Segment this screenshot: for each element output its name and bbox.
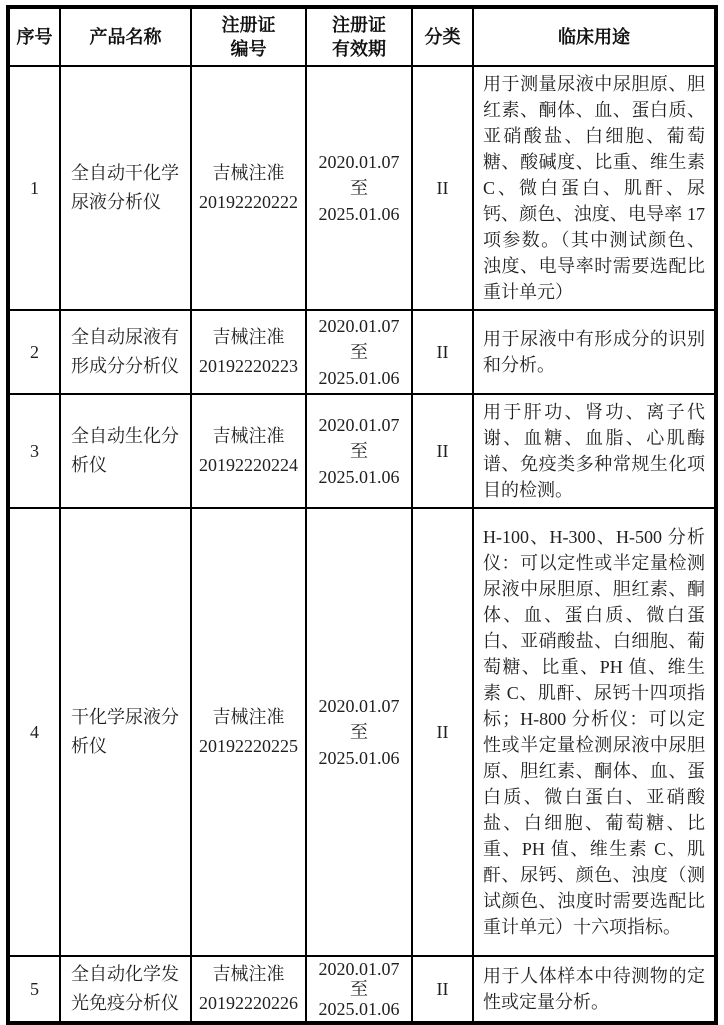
header-category-label: 分类: [424, 27, 461, 47]
header-validity-line2: 有效期: [332, 39, 386, 59]
row1-cert-digits: 20192220222: [199, 192, 298, 212]
header-cert: [191, 7, 306, 66]
row5-category: II: [412, 956, 473, 1023]
row5-cert-number: [191, 956, 306, 1023]
row1-cert-prefix: 吉械注准: [212, 163, 285, 183]
row2-cert-number: [191, 310, 306, 394]
table-row: [8, 310, 716, 394]
row2-valid-conj: 至: [350, 342, 368, 362]
row3-cert-number: [191, 394, 306, 508]
row2-cert-prefix: 吉械注准: [212, 327, 285, 347]
row3-validity: [306, 394, 412, 508]
header-clinical-label: 临床用途: [558, 27, 630, 47]
row4-product-name: 干化学尿液分析仪: [60, 508, 191, 956]
row5-cert-prefix: 吉械注准: [212, 964, 285, 984]
row4-valid-conj: 至: [350, 722, 368, 742]
row1-cert-number: [191, 66, 306, 310]
row4-cert-digits: 20192220225: [199, 736, 298, 756]
row5-clinical-use: 用于人体样本中待测物的定性或定量分析。: [473, 956, 716, 1023]
row1-valid-conj: 至: [350, 178, 368, 198]
header-cert-line2: 编号: [230, 39, 267, 59]
row3-seq: 3: [8, 394, 60, 508]
row2-category: II: [412, 310, 473, 394]
row3-product-name: 全自动生化分析仪: [60, 394, 191, 508]
table-row: [8, 394, 716, 508]
table-row: [8, 508, 716, 956]
row3-cert-digits: 20192220224: [199, 455, 298, 475]
row2-seq: 2: [8, 310, 60, 394]
header-seq-label: 序号: [16, 27, 53, 47]
row3-cert-prefix: 吉械注准: [212, 426, 285, 446]
header-product: [60, 7, 191, 66]
row4-cert-number: [191, 508, 306, 956]
row2-clinical-use: 用于尿液中有形成分的识别和分析。: [473, 310, 716, 394]
row4-category: II: [412, 508, 473, 956]
row5-validity: [306, 956, 412, 1023]
product-registration-table: [6, 5, 718, 1025]
header-clinical: [473, 7, 716, 66]
row5-cert-digits: 20192220226: [199, 993, 298, 1013]
row4-valid-from: 2020.01.07: [318, 696, 400, 716]
row1-seq: 1: [8, 66, 60, 310]
row3-valid-conj: 至: [350, 441, 368, 461]
header-category: [412, 7, 473, 66]
document-page: [6, 5, 718, 1025]
table-row: [8, 956, 716, 1023]
row3-clinical-use: 用于肝功、肾功、离子代谢、血糖、血脂、心肌酶谱、免疫类多种常规生化项目的检测。: [473, 394, 716, 508]
header-seq: [8, 7, 60, 66]
row4-validity: [306, 508, 412, 956]
header-validity-line1: 注册证: [332, 15, 386, 35]
row1-valid-from: 2020.01.07: [318, 152, 400, 172]
header-validity: [306, 7, 412, 66]
row2-cert-digits: 20192220223: [199, 356, 298, 376]
row5-product-name: 全自动化学发光免疫分析仪: [60, 956, 191, 1023]
row1-category: II: [412, 66, 473, 310]
row1-valid-to: 2025.01.06: [318, 204, 400, 224]
header-product-label: 产品名称: [89, 27, 162, 47]
row2-validity: [306, 310, 412, 394]
row3-category: II: [412, 394, 473, 508]
row5-valid-conj: 至: [350, 979, 368, 999]
row1-clinical-use: 用于测量尿液中尿胆原、胆红素、酮体、血、蛋白质、亚硝酸盐、白细胞、葡萄糖、酸碱度、比重、维生素 C、微白蛋白、肌酐、尿钙、颜色、浊度、电导率 17 项参数。（其中测试颜色、浊度、电导率时需要选配比重计单元）: [473, 66, 716, 310]
row2-valid-from: 2020.01.07: [318, 316, 400, 336]
row2-product-name: 全自动尿液有形成分分析仪: [60, 310, 191, 394]
header-cert-line1: 注册证: [221, 15, 276, 35]
row4-valid-to: 2025.01.06: [318, 748, 400, 768]
row4-cert-prefix: 吉械注准: [212, 707, 285, 727]
row1-product-name: 全自动干化学尿液分析仪: [60, 66, 191, 310]
row5-seq: 5: [8, 956, 60, 1023]
row4-clinical-use: H-100、H-300、H-500 分析仪：可以定性或半定量检测尿液中尿胆原、胆红素、酮体、血、蛋白质、微白蛋白、亚硝酸盐、白细胞、葡萄糖、比重、PH 值、维生素 C、肌酐、尿钙十四项指标；H-800 分析仪：可以定性或半定量检测尿液中尿胆原、胆红素、酮体、血、蛋白质、微白蛋白、亚硝酸盐、白细胞、葡萄糖、比重、PH 值、维生素 C、肌酐、尿钙、颜色、浊度（测试颜色、浊度时需要选配比重计单元）十六项指标。: [473, 508, 716, 956]
row1-validity: [306, 66, 412, 310]
row3-valid-to: 2025.01.06: [318, 467, 400, 487]
row3-valid-from: 2020.01.07: [318, 415, 400, 435]
table-row: [8, 66, 716, 310]
row2-valid-to: 2025.01.06: [318, 368, 400, 388]
row5-valid-to: 2025.01.06: [318, 999, 400, 1019]
table-header-row: [8, 7, 716, 66]
row4-seq: 4: [8, 508, 60, 956]
row5-valid-from: 2020.01.07: [318, 959, 400, 979]
